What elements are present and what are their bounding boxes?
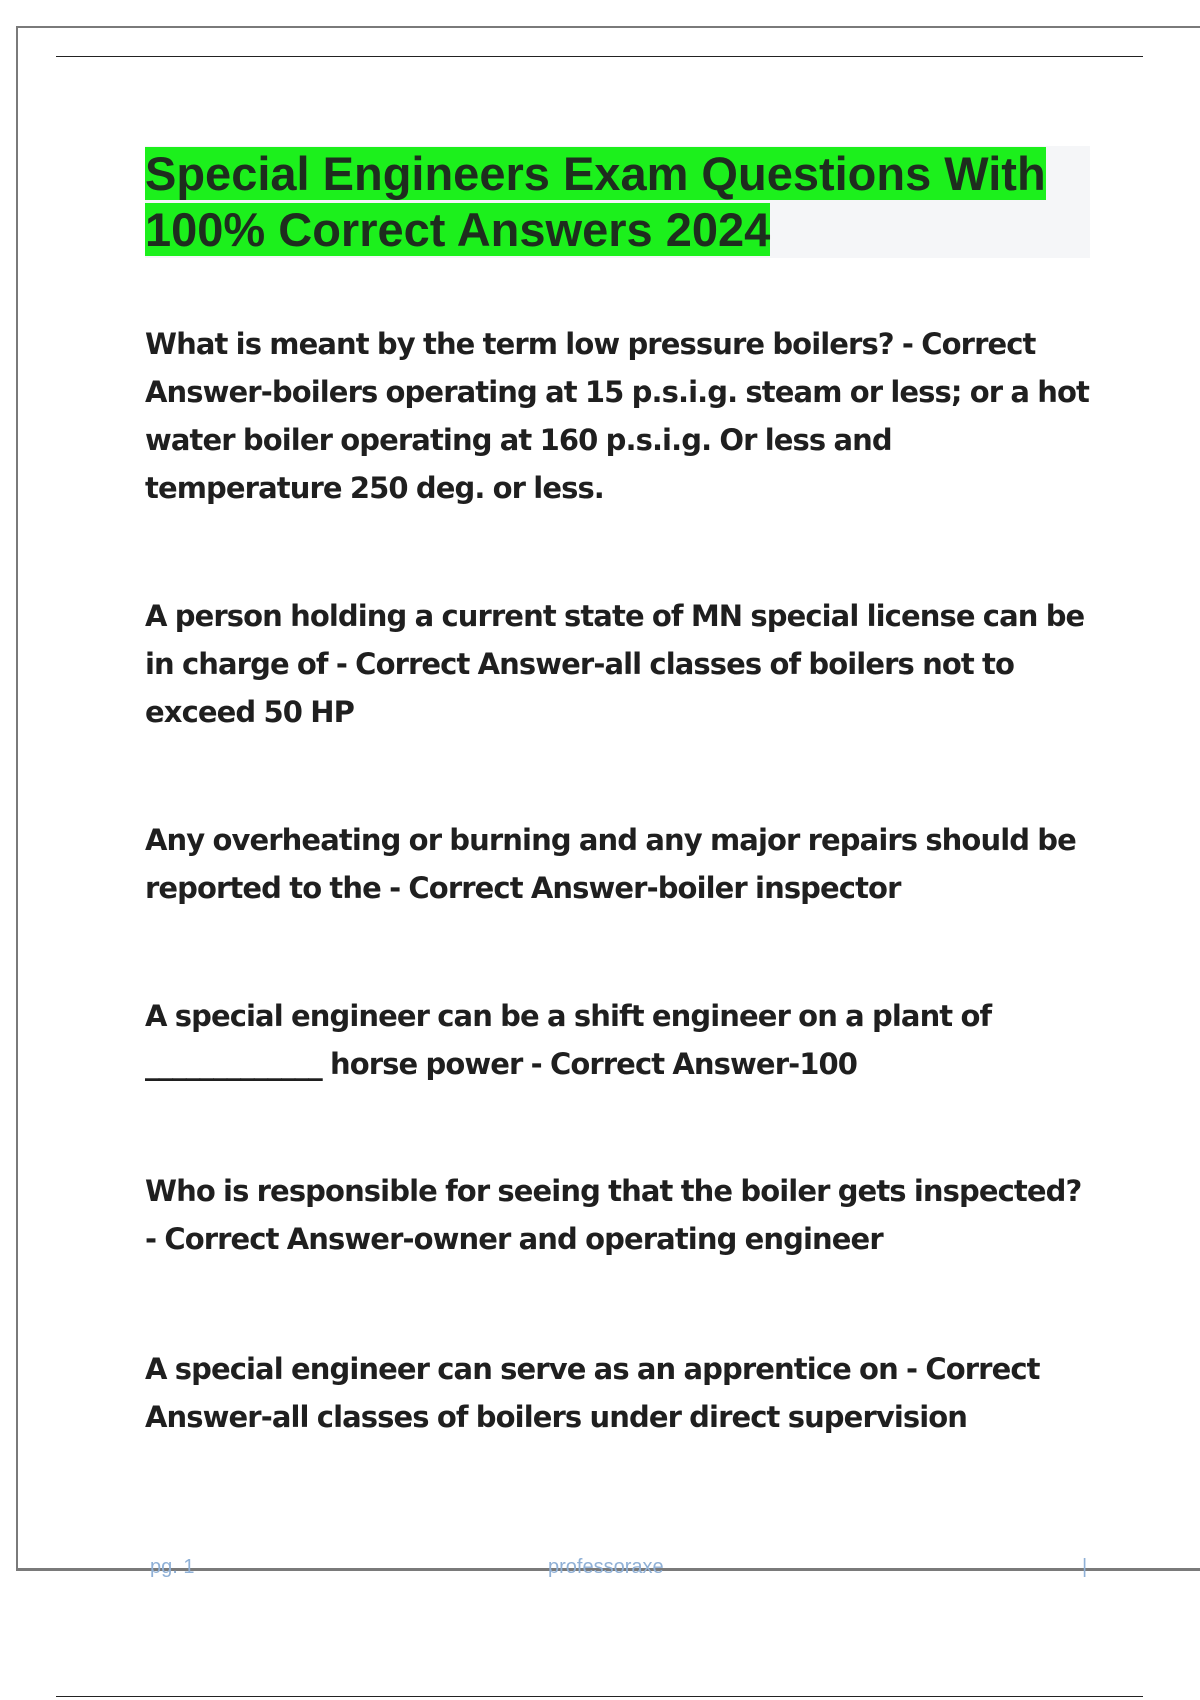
footer-page-number: pg. 1: [150, 1556, 195, 1578]
qa-entry-4: A special engineer can be a shift engineer on a plant of _____________ horse power - Correct Answer-100: [145, 999, 992, 1081]
bottom-rule: [56, 1696, 1143, 1697]
title-highlight: Special Engineers Exam Questions With 100% Correct Answers 2024: [145, 147, 1046, 256]
document-title: [145, 146, 1090, 258]
qa-entry-1: What is meant by the term low pressure boilers? - Correct Answer-boilers operating at 15 p.s.i.g. steam or less; or a hot water boiler operating at 160 p.s.i.g. Or less and temperature 250 deg. or less.: [145, 327, 1089, 505]
header-rule: [56, 56, 1143, 57]
qa-entry-2: A person holding a current state of MN special license can be in charge of - Correct Answer-all classes of boilers not to exceed 50 HP: [145, 599, 1085, 729]
footer-brand: professoraxe: [548, 1556, 664, 1578]
qa-entry-6: A special engineer can serve as an apprentice on - Correct Answer-all classes of boilers under direct supervision: [145, 1352, 1040, 1434]
title-block: [145, 146, 1090, 258]
footer-separator: |: [1082, 1556, 1088, 1578]
page-footer: [0, 1556, 1200, 1586]
qa-entry-5: Who is responsible for seeing that the boiler gets inspected? - Correct Answer-owner and operating engineer: [145, 1174, 1082, 1256]
qa-entry-3: Any overheating or burning and any major repairs should be reported to the - Correct Answer-boiler inspector: [145, 823, 1076, 905]
